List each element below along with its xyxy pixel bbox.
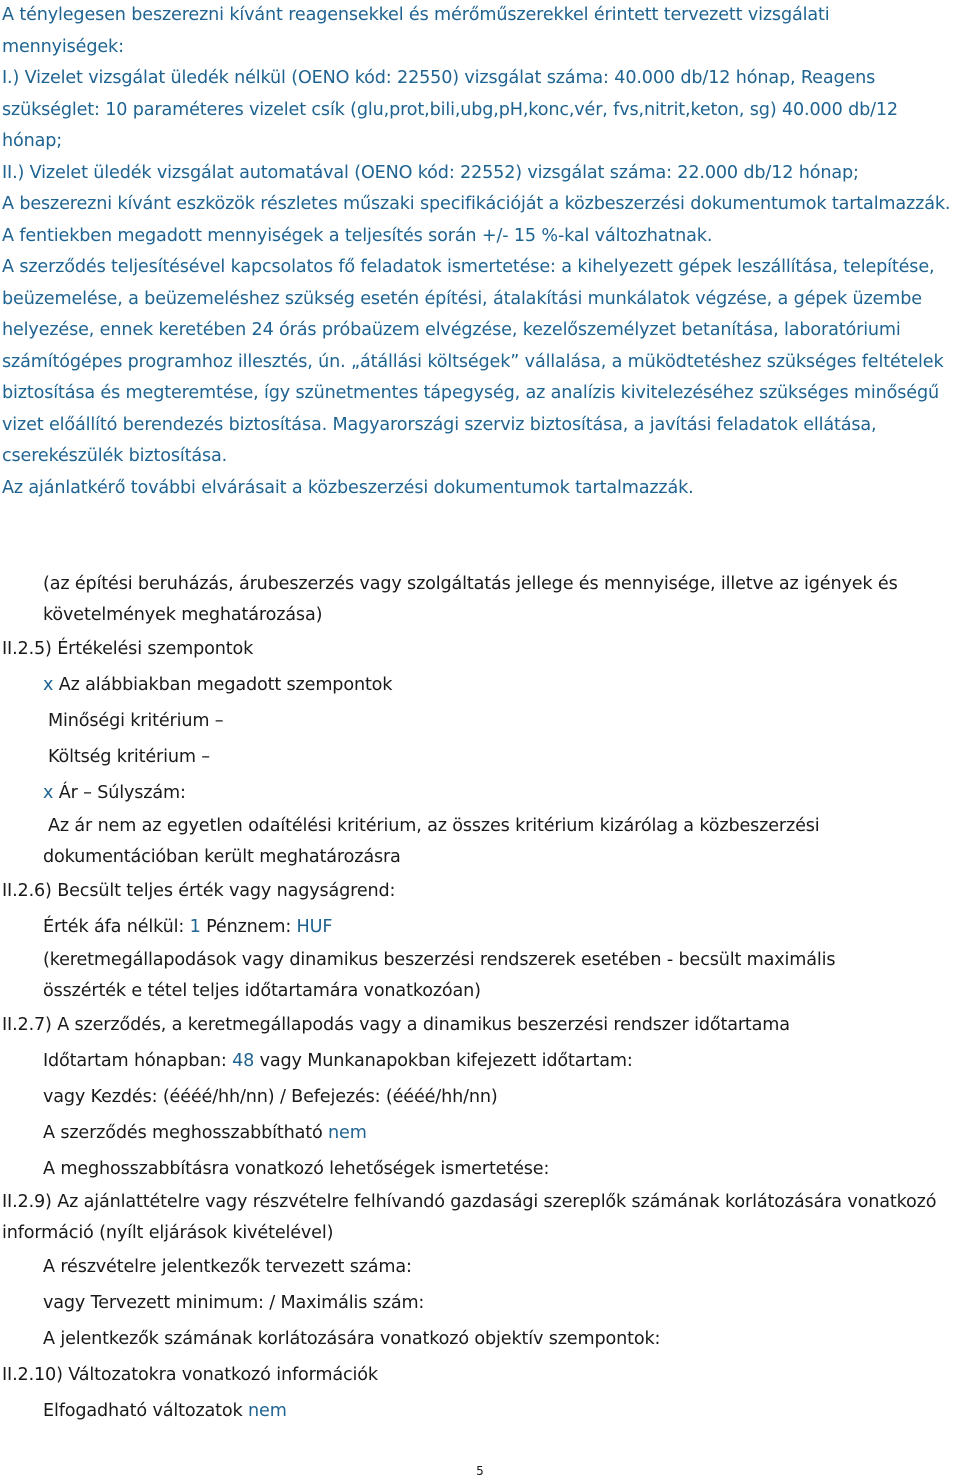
value-note: (keretmegállapodások vagy dinamikus beszerzési rendszerek esetében - becsült maximális összérték e tétel teljes időtartamára vonatkozóan)	[43, 950, 836, 1001]
duration-line	[0, 1043, 960, 1079]
paragraph-tolerance: A fentiekben megadott mennyiségek a teljesítés során +/- 15 %-kal változhatnak.	[2, 225, 713, 246]
section-heading-2-2-5: II.2.5) Értékelési szempontok	[2, 639, 254, 659]
extension-value: nem	[328, 1123, 367, 1143]
value-amount: 1	[189, 917, 201, 937]
currency-label: Pénznem:	[200, 917, 297, 937]
variants-label: Elfogadható változatok	[43, 1401, 249, 1421]
section-heading-2-2-6: II.2.6) Becsült teljes érték vagy nagyságrend:	[2, 881, 396, 901]
paragraph-main-tasks: A szerződés teljesítésével kapcsolatos fő feladatok ismertetése: a kihelyezett gépek leszállítása, telepítése, beüzemelése, a beüzemeléshez szükség esetén építési, átalakítási munkálatok végzése, a gépek üzembe helyezése, ennek keretében 24 órás próbaüzem elvégzése, kezelőszemélyzet betanítása, laboratóriumi számítógépes programhoz illesztés, ún. „átállási költségek” vállalása, a müködtetéshez szükséges feltételek biztosítása és megteremtése, így szünetmentes tápegység, az analízis kivitelezéséhez szükséges minőségű vizet előállító berendezés biztosítása. Magyarországi szerviz biztosítása, a javítási feladatok ellátása, cserekészülék biztosítása.	[2, 257, 944, 466]
criteria-label: Az alábbiakban megadott szempontok	[53, 675, 393, 695]
currency-value: HUF	[296, 917, 333, 937]
quality-criterion: Minőségi kritérium –	[48, 711, 224, 731]
paragraph-specification: A beszerezni kívánt eszközök részletes műszaki specifikációját a közbeszerzési dokumentumok tartalmazzák.	[2, 194, 951, 214]
duration-months: 48	[232, 1051, 255, 1071]
cost-criterion: Költség kritérium –	[48, 747, 210, 767]
extension-description: A meghosszabbításra vonatkozó lehetőségek ismertetése:	[43, 1159, 550, 1179]
extension-label: A szerződés meghosszabbítható	[43, 1123, 329, 1143]
objective-criteria: A jelentkezők számának korlátozására vonatkozó objektív szempontok:	[43, 1329, 661, 1349]
duration-label: Időtartam hónapban:	[43, 1051, 233, 1071]
description-block	[0, 0, 960, 504]
criteria-line	[0, 667, 960, 703]
value-label: Érték áfa nélkül:	[43, 917, 190, 937]
dates-line: vagy Kezdés: (éééé/hh/nn) / Befejezés: (éééé/hh/nn)	[43, 1087, 498, 1107]
section-heading-2-2-10: II.2.10) Változatokra vonatkozó információk	[2, 1365, 378, 1385]
paragraph-quantities-intro: A ténylegesen beszerezni kívánt reagensekkel és mérőműszerekkel érintett tervezett vizsgálati mennyiségek:	[2, 5, 830, 57]
paragraph-sediment-test: II.) Vizelet üledék vizsgálat automatával (OENO kód: 22552) vizsgálat száma: 22.000 db/12 hónap;	[2, 162, 859, 183]
section-heading-2-2-7: II.2.7) A szerződés, a keretmegállapodás vagy a dinamikus beszerzési rendszer időtartama	[2, 1015, 790, 1035]
page-number: 5	[476, 1464, 484, 1478]
price-line	[0, 775, 960, 811]
variants-line	[0, 1393, 960, 1429]
checkbox-mark: x	[43, 675, 54, 695]
extension-line	[0, 1115, 960, 1151]
price-label: Ár – Súlyszám:	[53, 783, 186, 803]
scope-note: (az építési beruházás, árubeszerzés vagy szolgáltatás jellege és mennyisége, illetve az igények és követelmények meghatározása)	[43, 574, 898, 625]
section-heading-2-2-9: II.2.9) Az ajánlattételre vagy részvételre felhívandó gazdasági szereplők számának korlátozására vonatkozó információ (nyílt eljárások kivételével)	[2, 1192, 937, 1243]
planned-number: A részvételre jelentkezők tervezett száma:	[43, 1257, 412, 1277]
checkbox-mark: x	[43, 783, 54, 803]
variants-value: nem	[248, 1401, 287, 1421]
form-sections	[0, 569, 960, 1429]
value-line	[0, 909, 960, 945]
criteria-note	[0, 811, 960, 873]
min-max-number: vagy Tervezett minimum: / Maximális szám:	[43, 1293, 425, 1313]
paragraph-urine-test: I.) Vizelet vizsgálat üledék nélkül (OENO kód: 22550) vizsgálat száma: 40.000 db/12 hónap, Reagens szükséglet: 10 paraméteres vizelet csík (glu,prot,bili,ubg,pH,konc,vér, fvs,nitrit,keton, sg) 40.000 db/12 hónap;	[2, 68, 898, 151]
paragraph-requirements: Az ajánlatkérő további elvárásait a közbeszerzési dokumentumok tartalmazzák.	[2, 477, 694, 498]
duration-suffix: vagy Munkanapokban kifejezett időtartam:	[254, 1051, 633, 1071]
criteria-note-text: Az ár nem az egyetlen odaítélési kritérium, az összes kritérium kizárólag a közbeszerzési dokumentációban került meghatározásra	[43, 816, 820, 867]
